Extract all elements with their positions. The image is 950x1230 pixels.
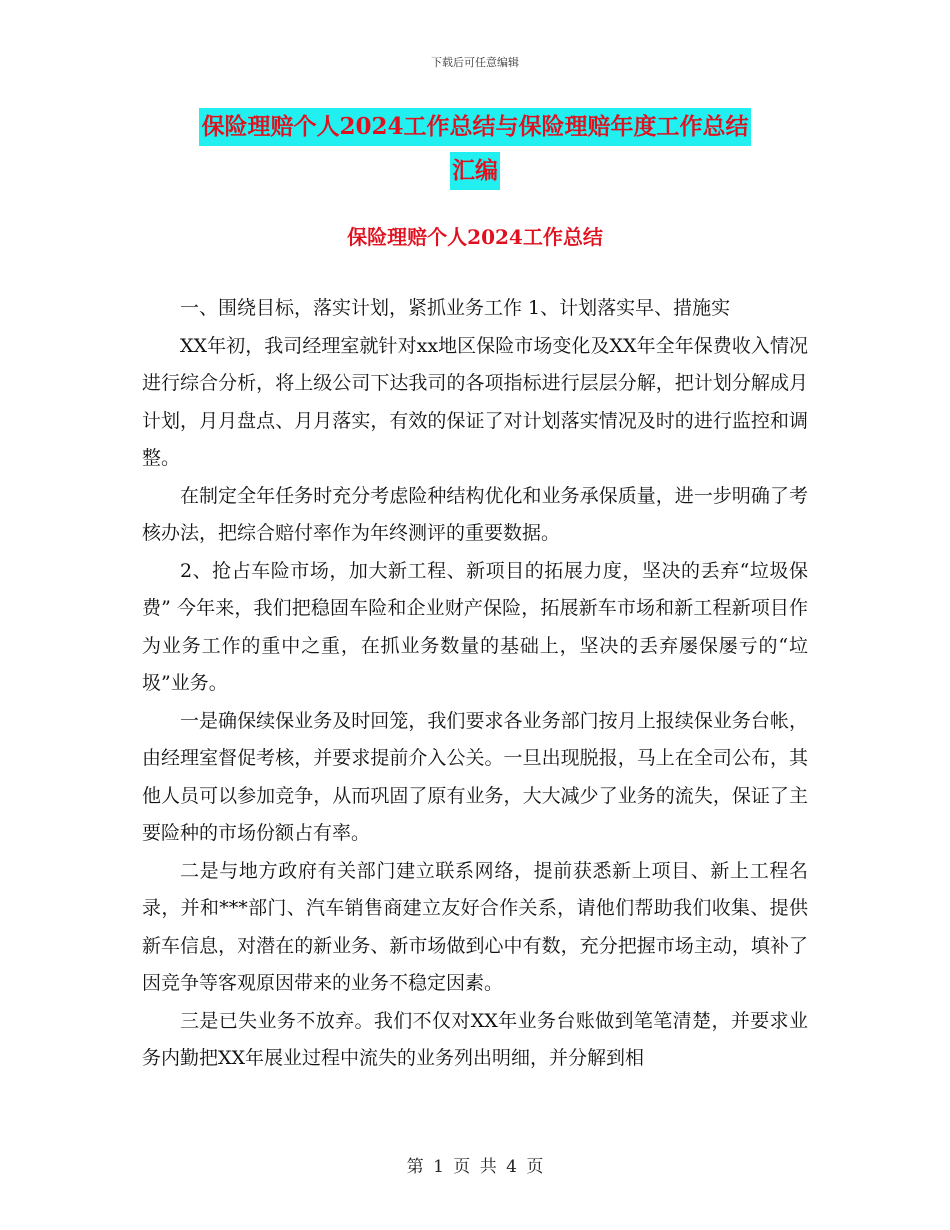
paragraph: 二是与地方政府有关部门建立联系网络，提前获悉新上项目、新上工程名录，并和***部门、汽车销售商建立友好合作关系，请他们帮助我们收集、提供新车信息，对潜在的新业务、新市场做到心中有数，充分把握市场主动，填补了因竞争等客观原因带来的业务不稳定因素。 bbox=[142, 859, 808, 994]
document-title bbox=[140, 108, 810, 190]
paragraph: 一是确保续保业务及时回笼，我们要求各业务部门按月上报续保业务台帐，由经理室督促考核，并要求提前介入公关。一旦出现脱报，马上在全司公布，其他人员可以参加竞争，从而巩固了原有业务，大大减少了业务的流失，保证了主要险种的市场份额占有率。 bbox=[142, 709, 808, 844]
header-note: 下载后可任意编辑 bbox=[431, 56, 519, 69]
paragraph: 三是已失业务不放弃。我们不仅对XX年业务台账做到笔笔清楚，并要求业务内勤把XX年展业过程中流失的业务列出明细，并分解到相 bbox=[142, 1009, 808, 1069]
page-footer: 第 1 页 共 4 页 bbox=[406, 1157, 544, 1177]
title-line-1: 保险理赔个人2024工作总结与保险理赔年度工作总结 bbox=[199, 108, 750, 146]
title-line-2: 汇编 bbox=[450, 152, 500, 190]
section-title: 保险理赔个人2024工作总结 bbox=[347, 225, 603, 249]
document-body bbox=[142, 290, 808, 1078]
paragraph: XX年初，我司经理室就针对xx地区保险市场变化及XX年全年保费收入情况进行综合分析，将上级公司下达我司的各项指标进行层层分解，把计划分解成月计划，月月盘点、月月落实，有效的保证了对计划落实情况及时的进行监控和调整。 bbox=[142, 334, 808, 469]
paragraph: 2、抢占车险市场，加大新工程、新项目的拓展力度，坚决的丢弃“垃圾保费” 今年来，我们把稳固车险和企业财产保险，拓展新车市场和新工程新项目作为业务工作的重中之重，在抓业务数量的基础上，坚决的丢弃屡保屡亏的“垃圾”业务。 bbox=[142, 559, 808, 694]
paragraph: 在制定全年任务时充分考虑险种结构优化和业务承保质量，进一步明确了考核办法，把综合赔付率作为年终测评的重要数据。 bbox=[142, 484, 808, 544]
paragraph: 一、围绕目标，落实计划，紧抓业务工作 1、计划落实早、措施实 bbox=[180, 297, 731, 319]
